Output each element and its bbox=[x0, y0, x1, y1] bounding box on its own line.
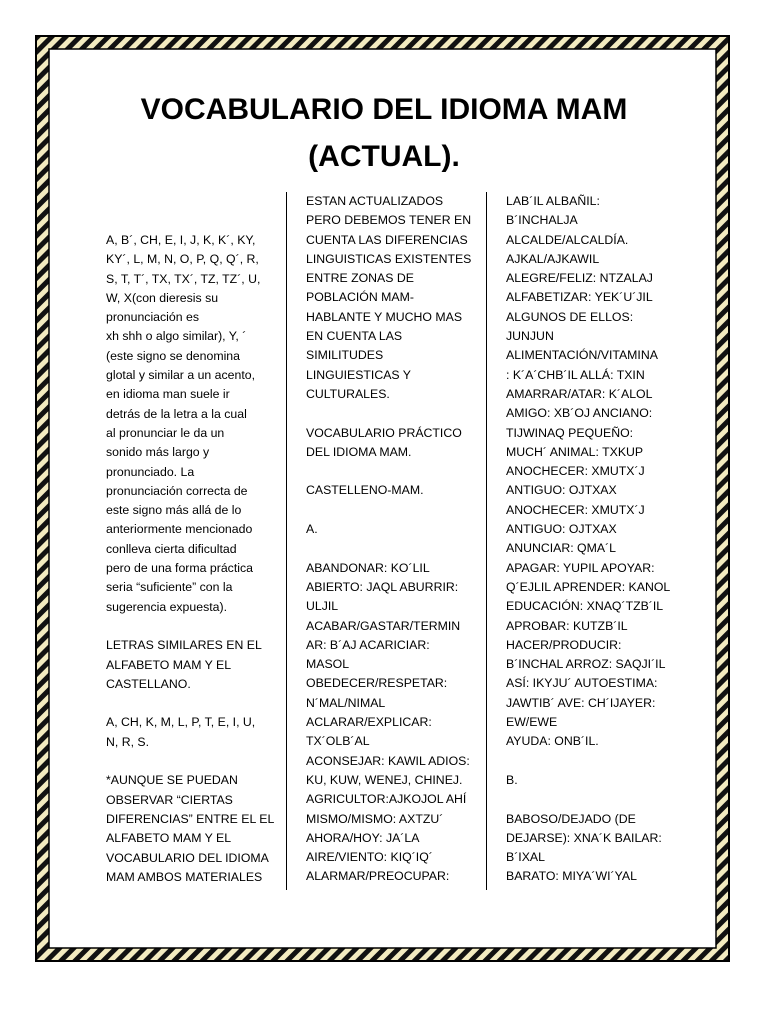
text-line: xh shh o algo similar), Y, ´ bbox=[106, 329, 247, 344]
text-line: AMIGO: XB´OJ ANCIANO: bbox=[506, 406, 653, 421]
text-line: ALCALDE/ALCALDÍA. bbox=[506, 232, 629, 247]
text-line: A, B´, CH, E, I, J, K, K´, KY, bbox=[106, 233, 256, 247]
text-line: ALEGRE/FELIZ: NTZALAJ bbox=[506, 271, 653, 286]
text-line: anteriormente mencionado bbox=[106, 522, 253, 537]
text-line: JAWTIB´ AVE: CH´IJAYER: bbox=[506, 695, 656, 710]
text-line: EW/EWE bbox=[506, 715, 558, 730]
document-title-line-2: (ACTUAL). bbox=[308, 140, 460, 173]
text-column-2 bbox=[306, 192, 476, 887]
text-line bbox=[506, 790, 676, 809]
text-line bbox=[106, 617, 276, 636]
text-line: AJKAL/AJKAWIL bbox=[506, 251, 600, 266]
text-line: DIFERENCIAS” ENTRE EL EL bbox=[106, 811, 275, 826]
text-line bbox=[306, 501, 476, 520]
text-line: APROBAR: KUTZB´IL bbox=[506, 618, 628, 633]
text-line: AHORA/HOY: JA´LA bbox=[306, 830, 420, 845]
text-line: ALFABETO MAM Y EL bbox=[106, 657, 232, 672]
text-line: OBEDECER/RESPETAR: bbox=[306, 676, 448, 691]
text-line: ALIMENTACIÓN/VITAMINA bbox=[506, 348, 658, 363]
text-line: TX´OLB´AL bbox=[306, 734, 370, 749]
text-line: APAGAR: YUPIL APOYAR: bbox=[506, 560, 655, 575]
text-line: LINGUISTICAS EXISTENTES bbox=[306, 251, 472, 266]
text-line: CASTELLENO-MAM. bbox=[306, 483, 424, 498]
text-line: JUNJUN bbox=[506, 329, 554, 344]
text-line: CUENTA LAS DIFERENCIAS bbox=[306, 232, 468, 247]
text-line: LINGUIESTICAS Y bbox=[306, 367, 412, 382]
text-line: AYUDA: ONB´IL. bbox=[506, 734, 599, 749]
text-line: AMARRAR/ATAR: K´ALOL bbox=[506, 386, 653, 401]
text-line: AIRE/VIENTO: KIQ´IQ´ bbox=[306, 850, 433, 865]
text-line: pronunciación correcta de bbox=[106, 483, 248, 498]
text-line: MISMO/MISMO: AXTZU´ bbox=[306, 811, 444, 826]
text-line: POBLACIÓN MAM- bbox=[306, 290, 414, 305]
text-line: este signo más allá de lo bbox=[106, 503, 242, 518]
text-line: ABANDONAR: KO´LIL bbox=[306, 560, 430, 575]
text-line: : K´A´CHB´IL ALLÁ: TXIN bbox=[506, 367, 645, 382]
text-line: sonido más largo y bbox=[106, 445, 210, 460]
text-line bbox=[506, 752, 676, 771]
text-line: ALFABETO MAM Y EL bbox=[106, 831, 232, 846]
text-line: *AUNQUE SE PUEDAN bbox=[106, 773, 238, 788]
text-line: ANOCHECER: XMUTX´J bbox=[506, 464, 645, 479]
text-line: VOCABULARIO PRÁCTICO bbox=[306, 425, 462, 440]
text-line bbox=[306, 404, 476, 423]
text-line: DEJARSE): XNA´K BAILAR: bbox=[506, 830, 662, 845]
text-line: AR: B´AJ ACARICIAR: bbox=[306, 637, 430, 652]
text-line: BABOSO/DEJADO (DE bbox=[506, 811, 636, 826]
text-line: MAM AMBOS MATERIALES bbox=[106, 869, 263, 884]
text-line: HACER/PRODUCIR: bbox=[506, 637, 622, 652]
text-line: B. bbox=[506, 772, 518, 787]
text-line: W, X(con dieresis su bbox=[106, 290, 219, 305]
text-line: EDUCACIÓN: XNAQ´TZB´IL bbox=[506, 599, 664, 614]
text-line: Q´EJLIL APRENDER: KANOL bbox=[506, 579, 671, 594]
text-line: B´INCHAL ARROZ: SAQJI´IL bbox=[506, 657, 666, 672]
text-line: en idioma man suele ir bbox=[106, 387, 230, 402]
text-line: ANTIGUO: OJTXAX bbox=[506, 483, 617, 498]
text-column-1 bbox=[106, 231, 276, 887]
text-line: ULJIL bbox=[306, 599, 339, 614]
text-line: seria “suficiente” con la bbox=[106, 580, 233, 595]
text-line: LAB´IL ALBAÑIL: bbox=[506, 194, 600, 208]
text-line: ALARMAR/PREOCUPAR: bbox=[306, 869, 450, 884]
text-line: N, R, S. bbox=[106, 734, 150, 749]
text-line: DEL IDIOMA MAM. bbox=[306, 444, 412, 459]
text-line: AGRICULTOR:AJKOJOL AHÍ bbox=[306, 792, 467, 807]
text-line: MASOL bbox=[306, 657, 350, 672]
text-line: A. bbox=[306, 522, 318, 537]
text-line: VOCABULARIO DEL IDIOMA bbox=[106, 850, 269, 865]
text-line bbox=[306, 462, 476, 481]
text-line: ASÍ: IKYJU´ AUTOESTIMA: bbox=[506, 676, 658, 691]
text-line: KY´, L, M, N, O, P, Q, Q´, R, bbox=[106, 252, 259, 267]
text-line: ENTRE ZONAS DE bbox=[306, 271, 414, 286]
text-line: SIMILITUDES bbox=[306, 348, 384, 363]
text-line: pronunciación es bbox=[106, 310, 199, 325]
text-line: al pronunciar le da un bbox=[106, 425, 225, 440]
text-line: ANTIGUO: OJTXAX bbox=[506, 522, 617, 537]
text-line: CULTURALES. bbox=[306, 386, 390, 401]
text-line: EN CUENTA LAS bbox=[306, 329, 403, 344]
text-line: BARATO: MIYA´WI´YAL bbox=[506, 869, 637, 884]
text-line: ALFABETIZAR: YEK´U´JIL bbox=[506, 290, 653, 305]
text-line: ALGUNOS DE ELLOS: bbox=[506, 309, 634, 324]
text-line: ACLARAR/EXPLICAR: bbox=[306, 715, 432, 730]
text-line bbox=[106, 752, 276, 771]
text-line: ESTAN ACTUALIZADOS bbox=[306, 194, 444, 208]
text-line: ANOCHECER: XMUTX´J bbox=[506, 502, 645, 517]
text-line: ACABAR/GASTAR/TERMIN bbox=[306, 618, 461, 633]
text-line: B´IXAL bbox=[506, 850, 545, 865]
text-line: PERO DEBEMOS TENER EN bbox=[306, 213, 472, 228]
text-line: sugerencia expuesta). bbox=[106, 599, 227, 614]
text-line: pronunciado. La bbox=[106, 464, 195, 479]
text-line: TIJWINAQ PEQUEÑO: bbox=[506, 425, 634, 440]
text-line bbox=[306, 539, 476, 558]
text-line: A, CH, K, M, L, P, T, E, I, U, bbox=[106, 715, 256, 730]
text-line: glotal y similar a un acento, bbox=[106, 368, 256, 383]
text-line: ABIERTO: JAQL ABURRIR: bbox=[306, 579, 459, 594]
text-line: (este signo se denomina bbox=[106, 348, 240, 363]
text-line: conlleva cierta dificultad bbox=[106, 541, 237, 556]
text-line: detrás de la letra a la cual bbox=[106, 406, 247, 421]
text-line: MUCH´ ANIMAL: TXKUP bbox=[506, 444, 644, 459]
text-line: pero de una forma práctica bbox=[106, 561, 253, 576]
text-line: S, T, T´, TX, TX´, TZ, TZ´, U, bbox=[106, 271, 261, 286]
text-line: N´MAL/NIMAL bbox=[306, 695, 386, 710]
text-column-3 bbox=[506, 192, 676, 887]
text-line: ACONSEJAR: KAWIL ADIOS: bbox=[306, 753, 470, 768]
text-line: B´INCHALJA bbox=[506, 213, 578, 228]
column-divider bbox=[486, 192, 487, 890]
text-line: CASTELLANO. bbox=[106, 676, 191, 691]
text-line: ANUNCIAR: QMA´L bbox=[506, 541, 616, 556]
document-title-line-1: VOCABULARIO DEL IDIOMA MAM bbox=[140, 93, 628, 126]
text-line: HABLANTE Y MUCHO MAS bbox=[306, 309, 463, 324]
column-divider bbox=[286, 192, 287, 890]
text-line bbox=[106, 694, 276, 713]
text-line: OBSERVAR “CIERTAS bbox=[106, 792, 233, 807]
text-line: KU, KUW, WENEJ, CHINEJ. bbox=[306, 772, 463, 787]
text-line: LETRAS SIMILARES EN EL bbox=[106, 638, 262, 653]
